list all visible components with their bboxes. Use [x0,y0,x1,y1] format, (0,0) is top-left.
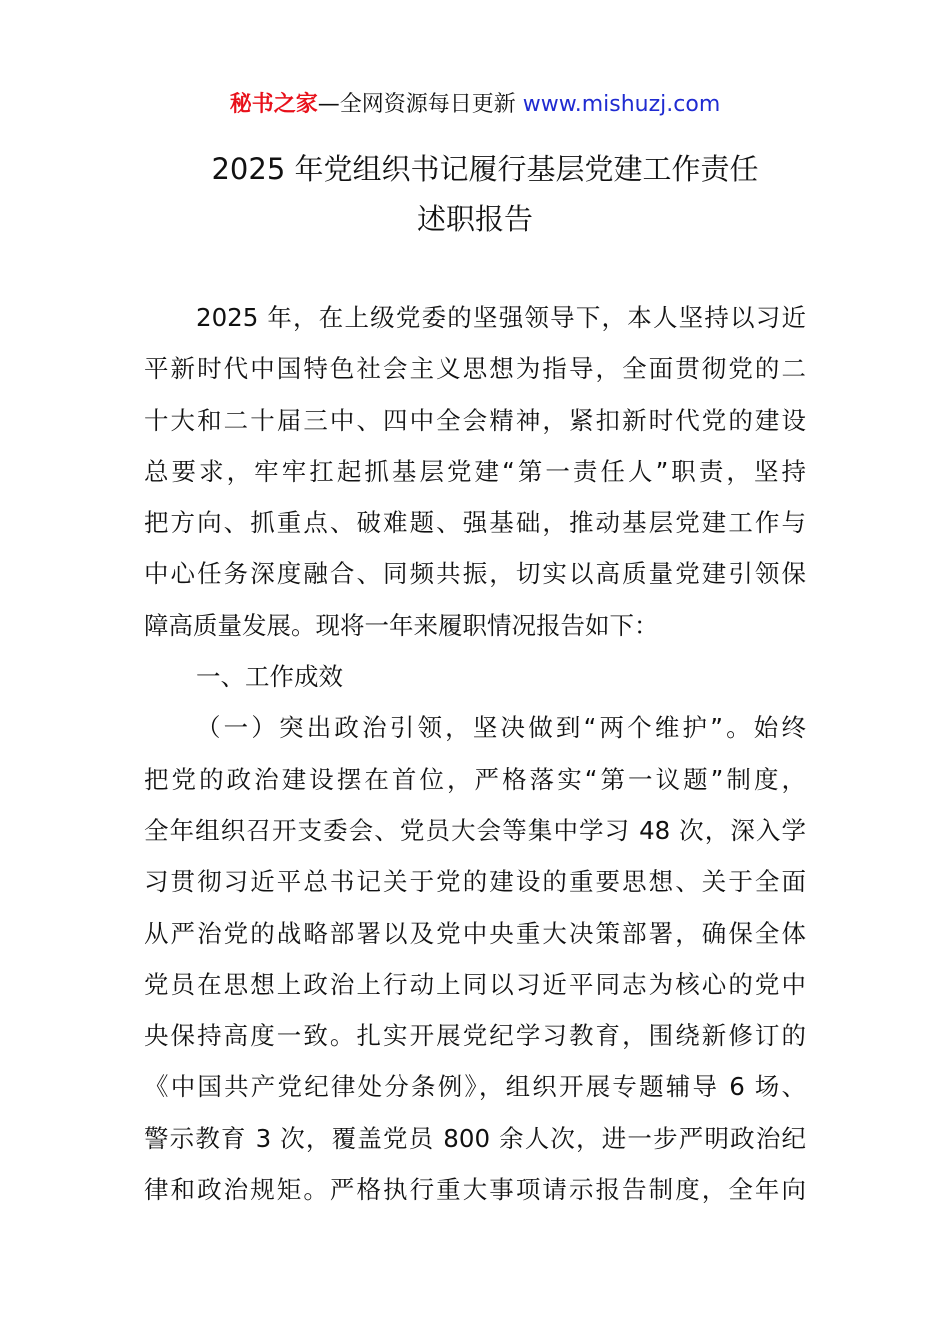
body-line: 障高质量发展。现将一年来履职情况报告如下： [144,610,659,640]
doc-title-line-1: 2025 年党组织书记履行基层党建工作责任 [211,152,759,186]
body-line: 习贯彻习近平总书记关于党的建设的重要思想、关于全面 [144,867,806,897]
slogan: —全网资源每日更新 [317,92,516,117]
body-line: 律和政治规矩。严格执行重大事项请示报告制度，全年向 [144,1175,806,1205]
body-line: 总要求，牢牢扛起抓基层党建“第一责任人”职责，坚持 [144,456,806,486]
site-header [0,90,950,120]
body-line: 十大和二十届三中、四中全会精神，紧扣新时代党的建设 [144,405,806,435]
body-line: 《中国共产党纪律处分条例》，组织开展专题辅导 6 场、 [144,1072,806,1102]
body-line: 警示教育 3 次，覆盖党员 800 余人次，进一步严明政治纪 [144,1123,806,1153]
site-url-link[interactable]: www.mishuzj.com [522,92,721,117]
doc-title-line-2: 述职报告 [416,202,533,236]
body-line: 党员在思想上政治上行动上同以习近平同志为核心的党中 [144,969,806,999]
body-line: 全年组织召开支委会、党员大会等集中学习 48 次，深入学 [144,815,806,845]
body-line: （一）突出政治引领，坚决做到“两个维护”。始终 [196,713,806,743]
body-line: 中心任务深度融合、同频共振，切实以高质量党建引领保 [144,559,806,589]
brand-name: 秘书之家 [229,92,318,117]
body-line: 平新时代中国特色社会主义思想为指导，全面贯彻党的二 [144,354,806,384]
body-line: 央保持高度一致。扎实开展党纪学习教育，围绕新修订的 [144,1021,806,1051]
body-line: 把方向、抓重点、破难题、强基础，推动基层党建工作与 [144,508,806,538]
body-line: 从严治党的战略部署以及党中央重大决策部署，确保全体 [144,918,806,948]
section-heading: 一、工作成效 [196,662,343,692]
body-line: 2025 年，在上级党委的坚强领导下，本人坚持以习近 [196,303,806,332]
doc-body [144,292,806,1215]
body-line: 把党的政治建设摆在首位，严格落实“第一议题”制度， [144,764,806,794]
